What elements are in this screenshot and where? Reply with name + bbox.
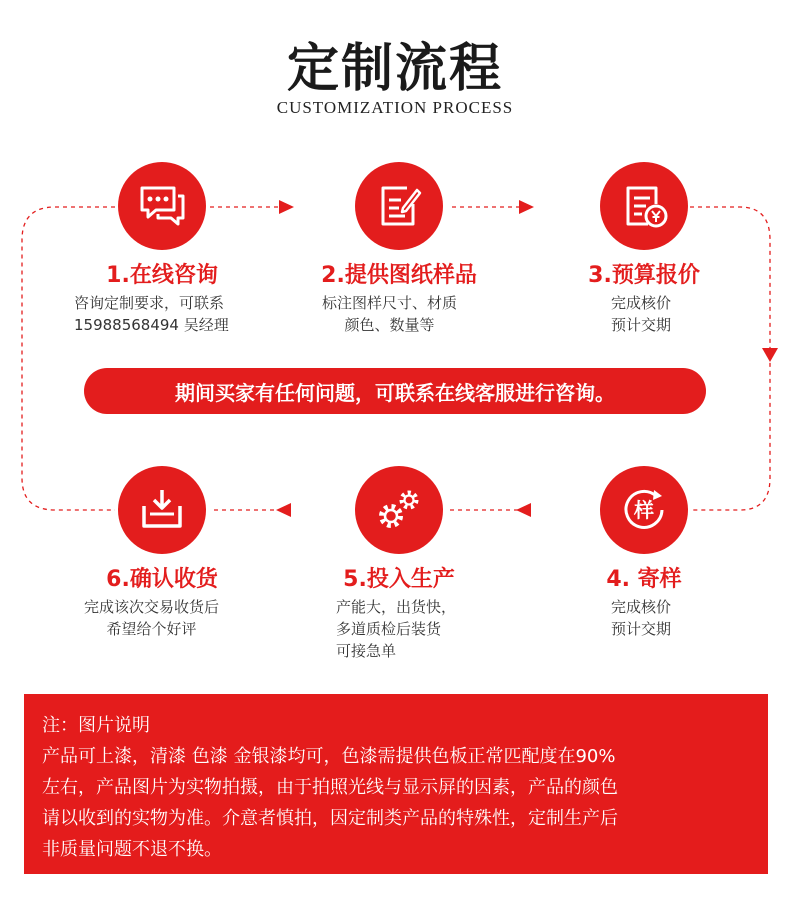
note-line: 左右，产品图片为实物拍摄，由于拍照光线与显示屏的因素，产品的颜色 — [42, 777, 618, 798]
step-6-desc: 完成该次交易收货后 希望给个好评 — [84, 598, 220, 638]
note-heading: 注：图片说明 — [42, 715, 150, 736]
gears-icon — [373, 484, 425, 536]
step-1-circle — [118, 162, 206, 250]
note-line: 请以收到的实物为准。介意者慎拍，因定制类产品的特殊性，定制生产后 — [42, 808, 618, 829]
consult-banner: 期间买家有任何问题，可联系在线客服进行咨询。 — [84, 368, 706, 414]
step-2-circle — [355, 162, 443, 250]
step-1-desc: 咨询定制要求，可联系 15988568494 吴经理 — [74, 294, 229, 334]
step-6-circle — [118, 466, 206, 554]
svg-text:样: 样 — [634, 498, 654, 522]
step-5-circle — [355, 466, 443, 554]
download-tray-icon — [136, 484, 188, 536]
arrow-left-2 — [276, 503, 291, 517]
step-4-desc: 完成核价 预计交期 — [611, 598, 672, 638]
step-5-title: 5.投入生产 — [343, 567, 455, 592]
arrow-left-1 — [516, 503, 531, 517]
step-5-desc: 产能大，出货快， 多道质检后装货 可接急单 — [336, 598, 457, 660]
step-4-title: 4. 寄样 — [606, 567, 682, 592]
arrow-right-1 — [279, 200, 294, 214]
step-2-title: 2.提供图纸样品 — [321, 263, 477, 288]
invoice-yen-icon — [618, 180, 670, 232]
step-1-title: 1.在线咨询 — [106, 263, 218, 288]
arrow-down — [762, 348, 778, 362]
step-3-title: 3.预算报价 — [588, 263, 700, 288]
note-line: 非质量问题不退不换。 — [42, 839, 222, 860]
document-edit-icon — [373, 180, 425, 232]
step-3-circle — [600, 162, 688, 250]
step-3-desc: 完成核价 预计交期 — [611, 294, 672, 334]
arrow-right-2 — [519, 200, 534, 214]
chat-bubbles-icon — [136, 180, 188, 232]
page-title: 定制流程 — [286, 38, 503, 99]
sample-refresh-icon — [618, 484, 670, 536]
step-4-circle — [600, 466, 688, 554]
page-subtitle: CUSTOMIZATION PROCESS — [276, 98, 514, 117]
note-line: 产品可上漆，清漆 色漆 金银漆均可，色漆需提供色板正常匹配度在90% — [42, 746, 616, 767]
step-6-title: 6.确认收货 — [106, 567, 218, 592]
note-box — [24, 694, 768, 874]
step-2-desc: 标注图样尺寸、材质 颜色、数量等 — [322, 294, 458, 334]
